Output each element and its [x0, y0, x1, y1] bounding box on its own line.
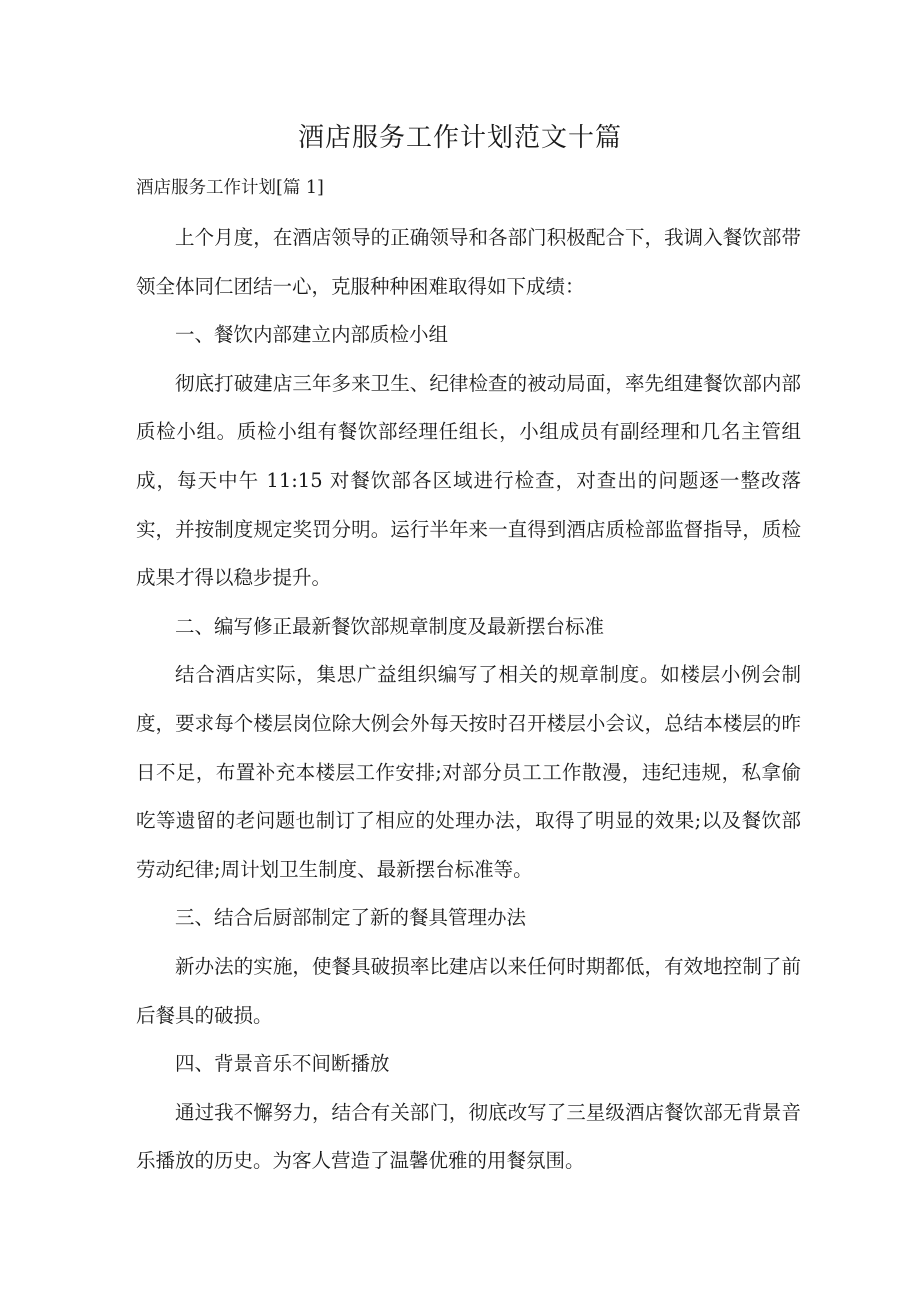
section-heading-3: 三、结合后厨部制定了新的餐具管理办法: [175, 906, 527, 930]
document-title: 酒店服务工作计划范文十篇: [297, 123, 622, 153]
section-heading-4: 四、背景音乐不间断播放: [175, 1052, 390, 1076]
paragraph-section-3: 新办法的实施，使餐具破损率比建店以来任何时期都低，有效地控制了前后餐具的破损。: [136, 954, 801, 1027]
paragraph-section-2: 结合酒店实际，集思广益组织编写了相关的规章制度。如楼层小例会制度，要求每个楼层岗位除大例会外每天按时召开楼层小会议，总结本楼层的昨日不足，布置补充本楼层工作安排;对部分员工工作散漫，违纪违规，私拿偷吃等遗留的老问题也制订了相应的处理办法，取得了明显的效果;以及餐饮部劳动纪律;周计划卫生制度、最新摆台标准等。: [136, 663, 801, 881]
document-body: [136, 214, 801, 1186]
section-heading-2: 二、编写修正最新餐饮部规章制度及最新摆台标准: [175, 614, 605, 638]
paragraph-intro: 上个月度，在酒店领导的正确领导和各部门积极配合下，我调入餐饮部带领全体同仁团结一心，克服种种困难取得如下成绩：: [136, 226, 801, 298]
paragraph-section-4: 通过我不懈努力，结合有关部门，彻底改写了三星级酒店餐饮部无背景音乐播放的历史。为客人营造了温馨优雅的用餐氛围。: [136, 1100, 801, 1173]
document-subtitle: 酒店服务工作计划[篇 1]: [136, 178, 324, 198]
paragraph-section-1: 彻底打破建店三年多来卫生、纪律检查的被动局面，率先组建餐饮部内部质检小组。质检小组有餐饮部经理任组长，小组成员有副经理和几名主管组成，每天中午 11:15 对餐饮部各区域进行检查，对查出的问题逐一整改落实，并按制度规定奖罚分明。运行半年来一直得到酒店质检部监督指导，质检成果才得以稳步提升。: [136, 371, 801, 590]
section-heading-1: 一、餐饮内部建立内部质检小组: [175, 323, 449, 347]
